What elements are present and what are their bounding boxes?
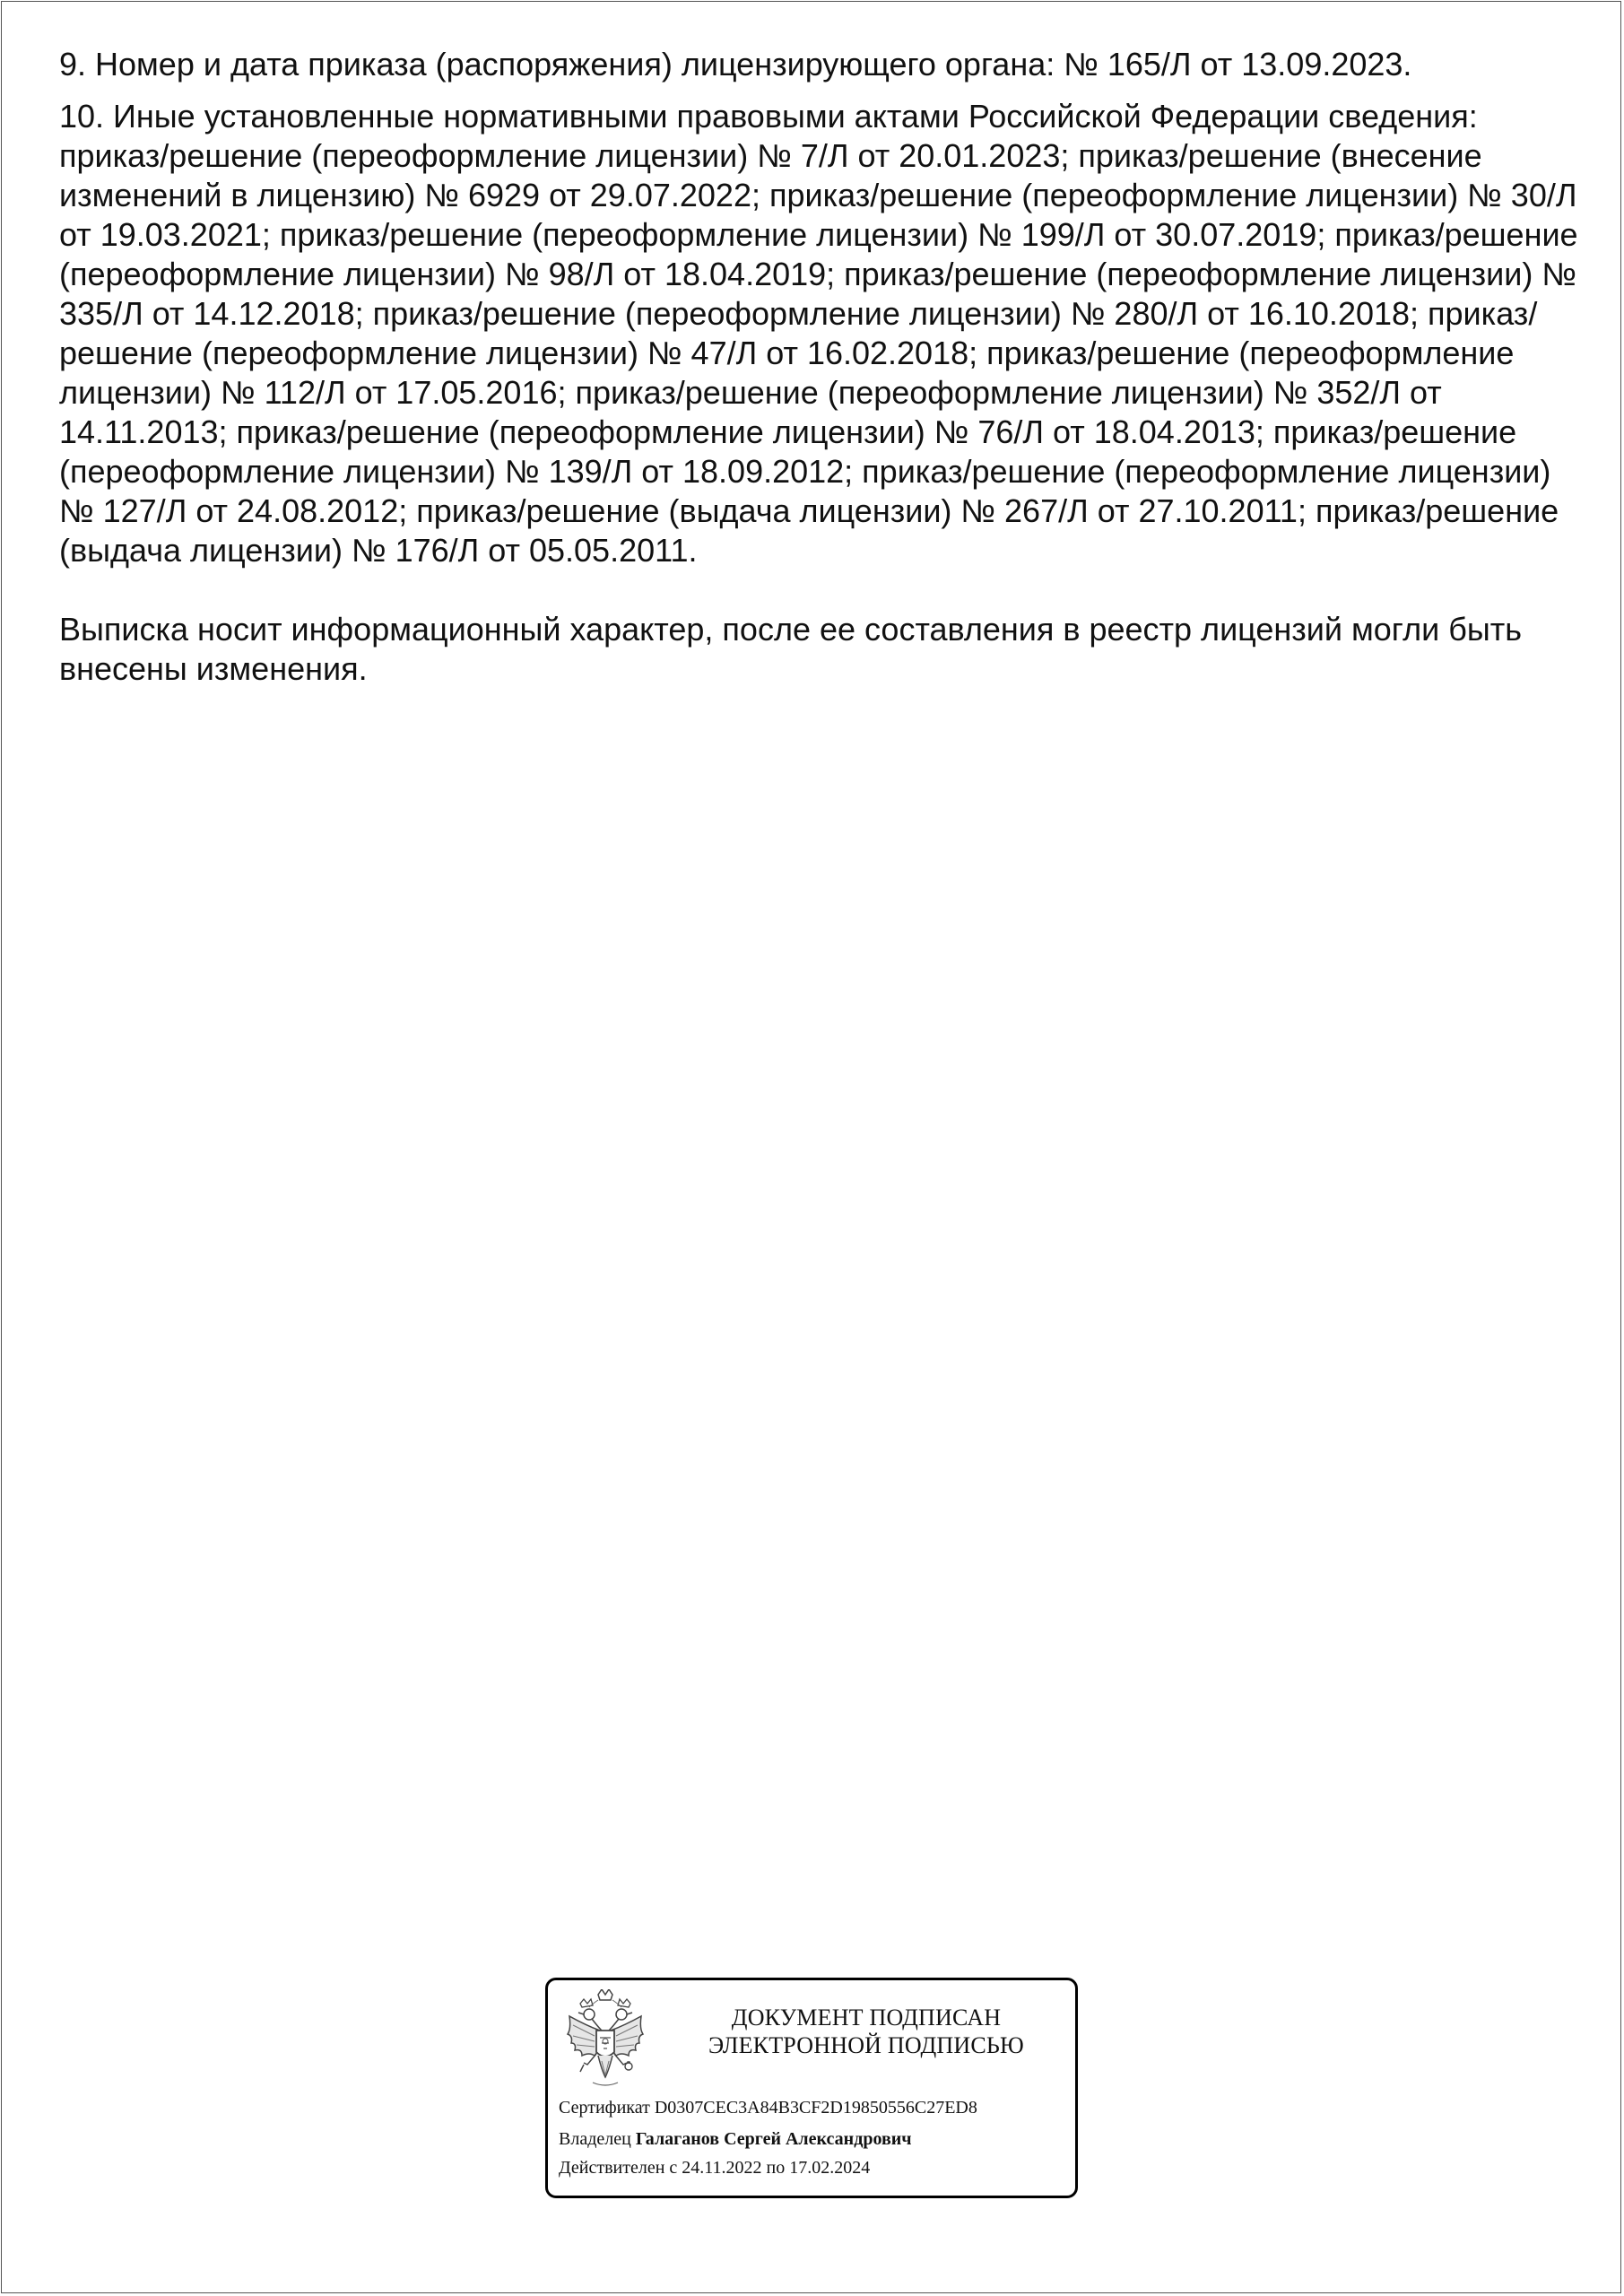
item-10-other-info: 10. Иные установленные нормативными правовыми актами Российской Федерации сведения: приказ/решение (переоформление лицензии) № 7/Л от 20.01.2023; приказ/решение (внесение изменений в лицензию) № 6929 от 29.07.2022; приказ/решение (переоформление лицензии) № 30/Л от 19.03.2021; приказ/решение (переоформление лицензии) № 199/Л от 30.07.2019; приказ/решение (переоформление лицензии) № 98/Л от 18.04.2019; приказ/решение (переоформление лицензии) № 335/Л от 14.12.2018; приказ/решение (переоформление лицензии) № 280/Л от 16.10.2018; приказ/решение (переоформление лицензии) № 47/Л от 16.02.2018; приказ/решение (переоформление лицензии) № 112/Л от 17.05.2016; приказ/решение (переоформление лицензии) № 352/Л от 14.11.2013; приказ/решение (переоформление лицензии) № 76/Л от 18.04.2013; приказ/решение (переоформление лицензии) № 139/Л от 18.09.2012; приказ/решение (переоформление лицензии) № 127/Л от 24.08.2012; приказ/решение (выдача лицензии) № 267/Л от 27.10.2011; приказ/решение (выдача лицензии) № 176/Л от 05.05.2011. (59, 98, 1578, 569)
item-9-order-number: 9. Номер и дата приказа (распоряжения) лицензирующего органа: № 165/Л от 13.09.2023. (59, 46, 1412, 83)
document-body (59, 45, 1584, 689)
stamp-title (682, 2004, 1050, 2059)
owner-line (559, 2128, 912, 2150)
russian-coat-of-arms-icon (562, 1989, 648, 2090)
certificate-value: D0307CEC3A84B3CF2D19850556C27ED8 (654, 2098, 977, 2118)
certificate-line (559, 2097, 977, 2118)
electronic-signature-stamp (545, 1978, 1078, 2198)
owner-name: Галаганов Сергей Александрович (635, 2129, 912, 2149)
validity-line: Действителен с 24.11.2022 по 17.02.2024 (559, 2158, 871, 2178)
stamp-title-line-2: ЭЛЕКТРОННОЙ ПОДПИСЬЮ (708, 2032, 1024, 2058)
owner-label: Владелец (559, 2129, 631, 2149)
stamp-title-line-1: ДОКУМЕНТ ПОДПИСАН (731, 2005, 1002, 2031)
informational-note: Выписка носит информационный характер, после ее составления в реестр лицензий могли быть внесены изменения. (59, 611, 1522, 687)
certificate-label: Сертификат (559, 2098, 650, 2118)
